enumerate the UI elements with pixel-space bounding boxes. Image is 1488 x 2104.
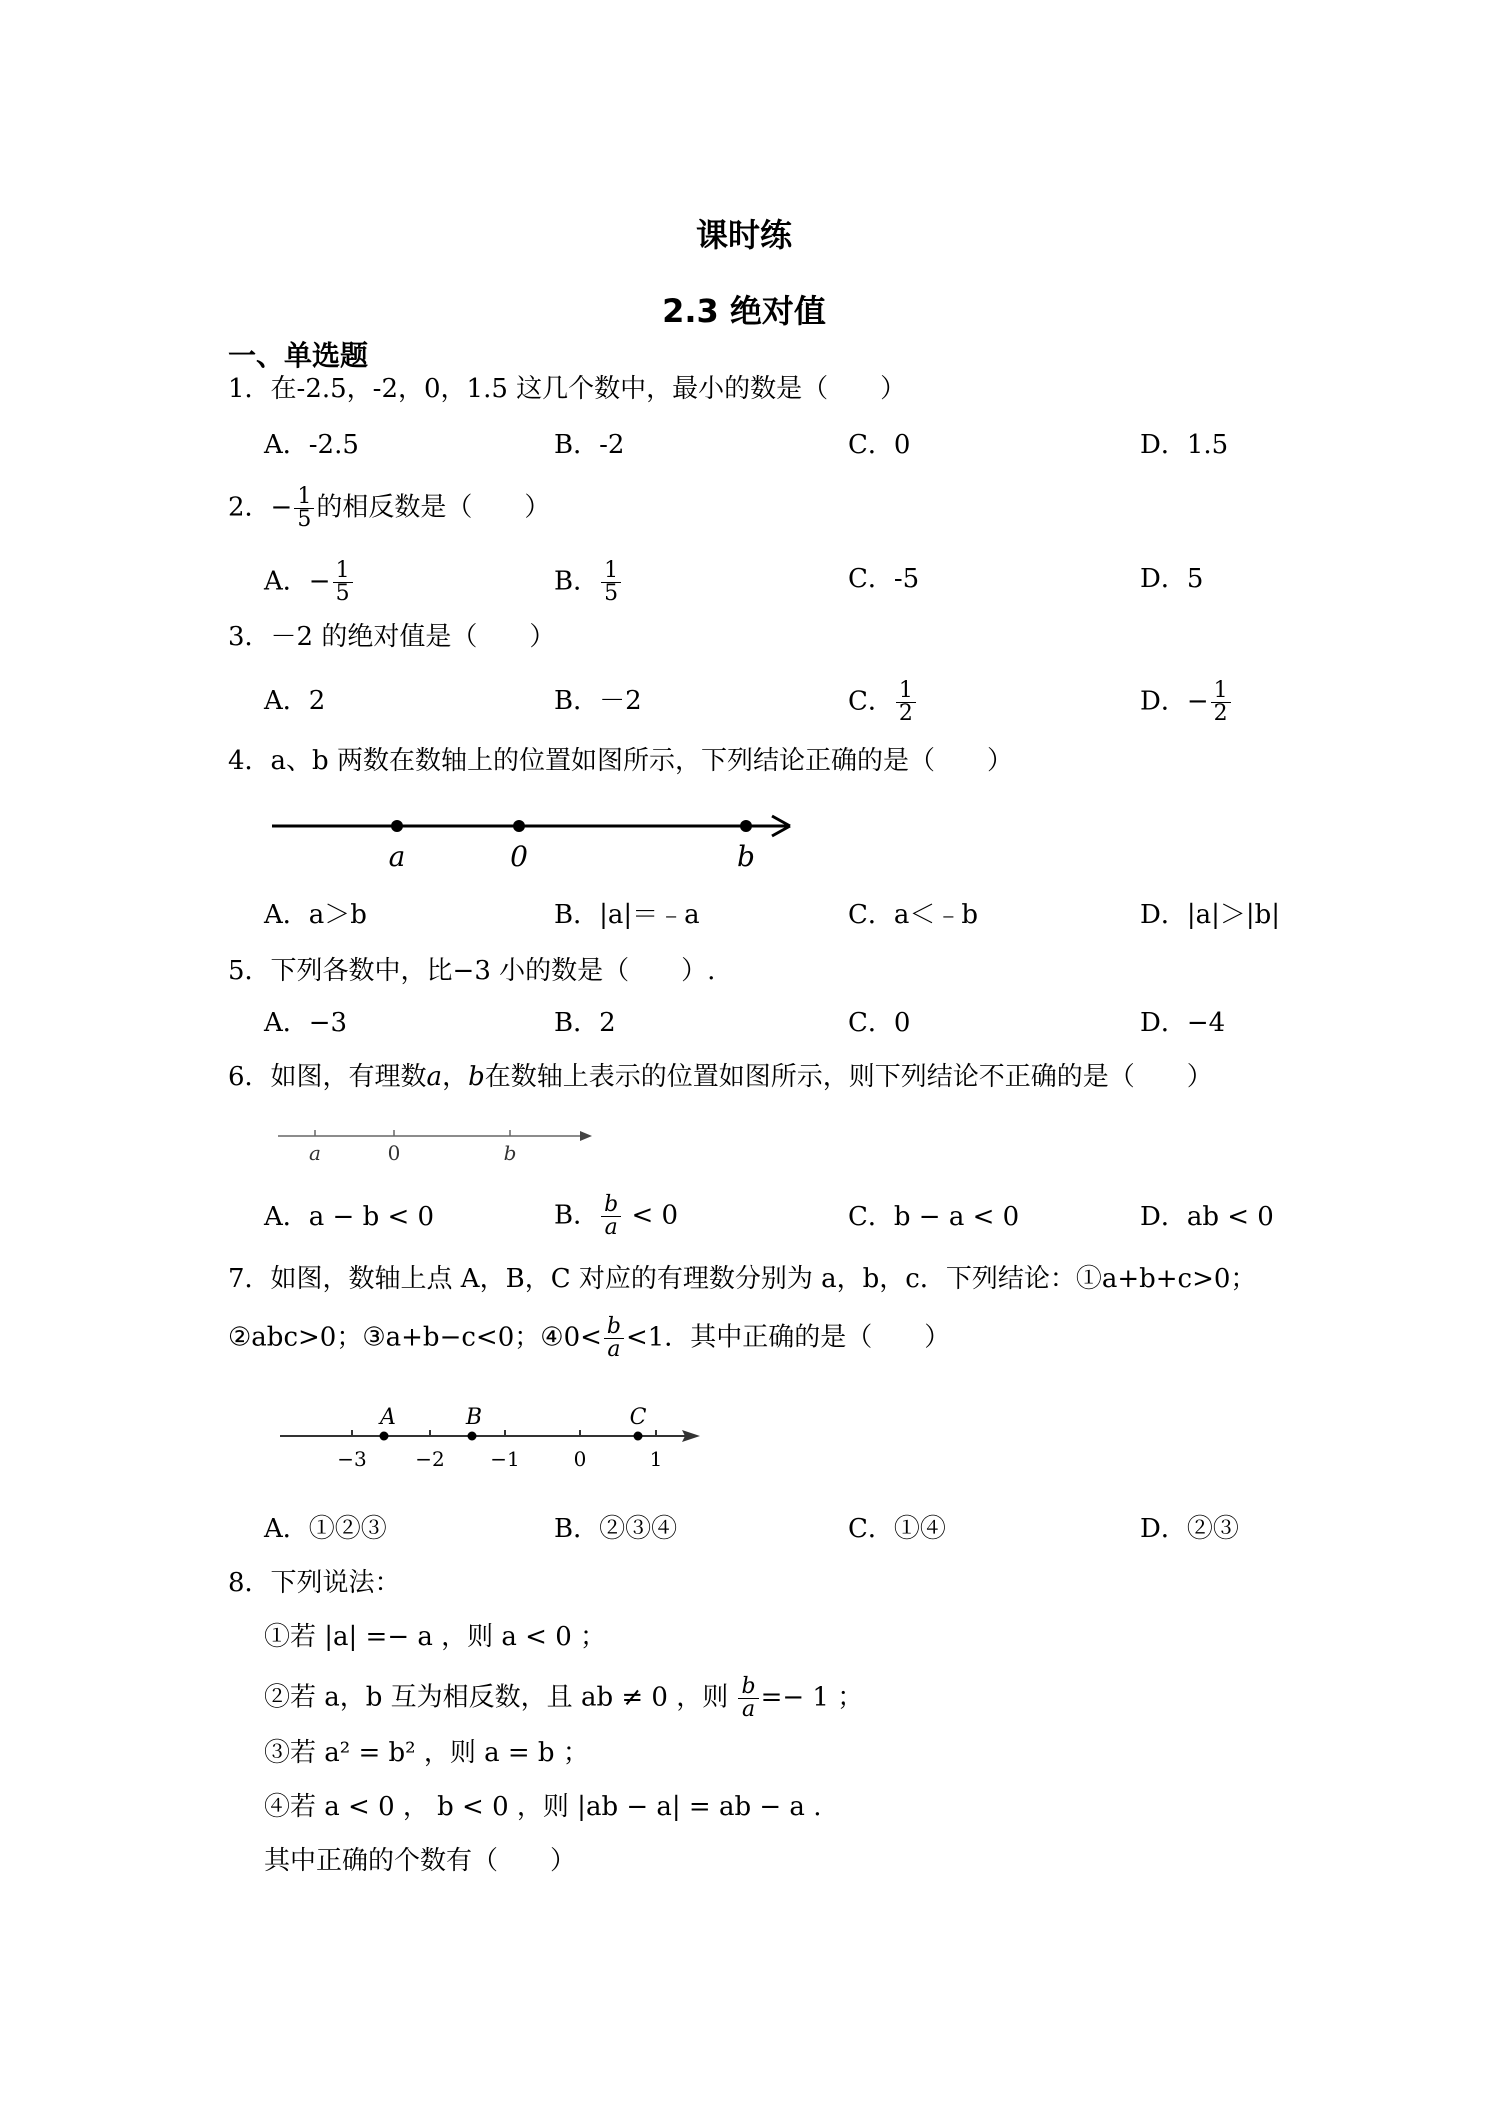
question-1-stem: 1．在-2.5，-2，0，1.5 这几个数中，最小的数是（ ） [228, 374, 907, 404]
q8-s2-post: =− 1 ； [760, 1682, 864, 1713]
q3-option-c [848, 680, 918, 725]
q7-line2-pre: ②abc>0；③a+b−c<0；④0< [228, 1322, 602, 1353]
q7-option-a: A．①②③ [264, 1514, 387, 1544]
q8-statement-2 [264, 1676, 863, 1721]
q7-tick-label-m2: −2 [415, 1447, 445, 1471]
q6-stem-post: 在数轴上表示的位置如图所示，则下列结论不正确的是（ ） [484, 1062, 1213, 1092]
q2-a-den: 5 [335, 581, 350, 606]
q6-b-num: b [601, 1194, 621, 1217]
question-3-stem: 3．－2 的绝对值是（ ） [228, 622, 556, 652]
q4-point-a [391, 820, 403, 832]
q4-point-0 [513, 820, 525, 832]
q2-option-b-fraction [601, 560, 621, 605]
q8-question-tail: 其中正确的个数有（ ） [264, 1846, 577, 1876]
question-7-line-1: 7．如图，数轴上点 A，B，C 对应的有理数分别为 a，b，c．下列结论：①a+b+c>0； [228, 1264, 1257, 1294]
q5-option-a: A．−3 [264, 1008, 348, 1038]
q7-option-b: B．②③④ [554, 1514, 678, 1544]
q3-option-a: A．2 [264, 686, 326, 716]
q2-number: 2． [228, 492, 271, 523]
q2-option-b-label: B． [554, 566, 600, 597]
q5-option-d: D．−4 [1140, 1008, 1226, 1038]
q7-tick-label-0: 0 [573, 1447, 587, 1471]
q8-s2-den: a [741, 1697, 756, 1722]
q2-option-a: A．− $\frac{1}{5}$ [264, 560, 355, 605]
q7-point-a [380, 1432, 389, 1441]
q8-statement-4: ④若 a < 0 ， b < 0 ，则 |ab − a| = ab − a . [264, 1792, 822, 1822]
q6-option-c: C．b − a < 0 [848, 1202, 1020, 1232]
q6-option-b-label: B． [554, 1200, 600, 1231]
q7-frac-den: a [607, 1337, 621, 1362]
page-subtitle: 2.3 绝对值 [662, 292, 826, 330]
q2-b-den: 5 [604, 581, 619, 606]
q8-statement-1: ①若 |a| =− a ，则 a < 0 ； [264, 1622, 607, 1652]
q3-c-den: 2 [898, 701, 913, 726]
q6-option-b-tail: < 0 [623, 1200, 679, 1231]
q4-number-line [262, 800, 814, 880]
q6-label-a: a [309, 1141, 321, 1165]
q2-frac-den: 5 [297, 507, 312, 532]
q4-option-b: B．|a|＝﹣a [554, 900, 700, 930]
question-8-stem: 8．下列说法： [228, 1568, 401, 1598]
q7-option-d: D．②③ [1140, 1514, 1239, 1544]
q6-number-line [270, 1118, 600, 1168]
q1-option-b: B．-2 [554, 430, 625, 460]
q6-option-b-fraction [601, 1194, 621, 1239]
q7-label-a: A [380, 1405, 396, 1430]
question-4-stem: 4．a、b 两数在数轴上的位置如图所示，下列结论正确的是（ ） [228, 746, 1013, 776]
q6-option-d: D．ab < 0 [1140, 1202, 1274, 1232]
q2-a-num: 1 [333, 560, 353, 583]
q8-statement-3: ③若 a² = b² ，则 a = b ； [264, 1738, 589, 1768]
question-5-stem: 5．下列各数中，比−3 小的数是（ ）. [228, 956, 716, 986]
q5-option-b: B．2 [554, 1008, 616, 1038]
q2-b-num: 1 [601, 560, 621, 583]
q7-frac-num: b [604, 1316, 624, 1339]
q6-option-b [554, 1194, 678, 1239]
q4-label-0: 0 [510, 840, 528, 873]
q4-option-c: C．a＜﹣b [848, 900, 979, 930]
q3-option-c-fraction [896, 680, 916, 725]
q1-option-d: D．1.5 [1140, 430, 1229, 460]
q1-option-c: C．0 [848, 430, 911, 460]
section-heading: 一、单选题 [228, 339, 369, 372]
q8-s2-fraction [738, 1676, 758, 1721]
q4-option-a: A．a＞b [264, 900, 367, 930]
q8-s2-num: b [738, 1676, 758, 1699]
q7-point-c [634, 1432, 643, 1441]
q6-b-den: a [604, 1215, 618, 1240]
q3-option-d-fraction [1211, 680, 1231, 725]
q7-label-b: B [465, 1405, 483, 1430]
page-title: 课时练 [695, 216, 792, 254]
q3-d-den: 2 [1213, 701, 1228, 726]
q7-tick-label-m3: −3 [337, 1447, 367, 1471]
q4-label-b: b [737, 840, 755, 873]
q7-label-c: C [629, 1405, 647, 1430]
q6-var-a: a [426, 1062, 443, 1092]
q3-c-num: 1 [896, 680, 916, 703]
q2-option-d: D．5 [1140, 564, 1204, 594]
q3-option-c-label: C． [848, 686, 894, 717]
q2-option-a-label: A． [264, 566, 309, 597]
q6-label-b: b [503, 1141, 517, 1165]
q2-option-b [554, 560, 623, 605]
q3-option-d-label: D． [1140, 686, 1187, 717]
q7-tick-label-1: 1 [649, 1447, 663, 1471]
q4-option-d: D．|a|＞|b| [1140, 900, 1281, 930]
q8-s2-pre: ②若 a，b 互为相反数，且 ab ≠ 0 ，则 [264, 1682, 737, 1713]
q7-fraction [604, 1316, 624, 1361]
q2-option-a-fraction [333, 560, 353, 605]
q6-stem-pre: 6．如图，有理数 [228, 1062, 427, 1092]
q5-option-c: C．0 [848, 1008, 911, 1038]
q7-option-c: C．①④ [848, 1514, 946, 1544]
q2-stem-tail: 的相反数是（ ） [316, 492, 551, 523]
question-2-stem: 2．− $\frac{1}{5}$ 的相反数是（ ） [228, 484, 551, 532]
q2-fraction [294, 486, 314, 531]
q6-comma: ， [442, 1062, 469, 1092]
q6-label-0: 0 [387, 1141, 401, 1165]
q2-frac-num: 1 [294, 486, 314, 509]
q6-axis-arrow [580, 1131, 592, 1141]
question-6-stem [228, 1060, 1213, 1094]
q7-point-b [468, 1432, 477, 1441]
q3-option-d: D．− $\frac{1}{2}$ [1140, 680, 1233, 725]
q4-label-a: a [388, 840, 406, 873]
q7-number-line [272, 1400, 712, 1476]
q2-option-c: C．-5 [848, 564, 920, 594]
q6-var-b: b [468, 1062, 485, 1092]
q3-d-num: 1 [1211, 680, 1231, 703]
q6-option-a: A．a − b < 0 [264, 1202, 435, 1232]
question-7-line-2 [228, 1316, 950, 1361]
q7-tick-label-m1: −1 [490, 1447, 520, 1471]
q7-line2-post: <1．其中正确的是（ ） [625, 1322, 951, 1353]
q1-option-a: A．-2.5 [264, 430, 359, 460]
q3-option-b: B．－2 [554, 686, 642, 716]
q4-point-b [740, 820, 752, 832]
